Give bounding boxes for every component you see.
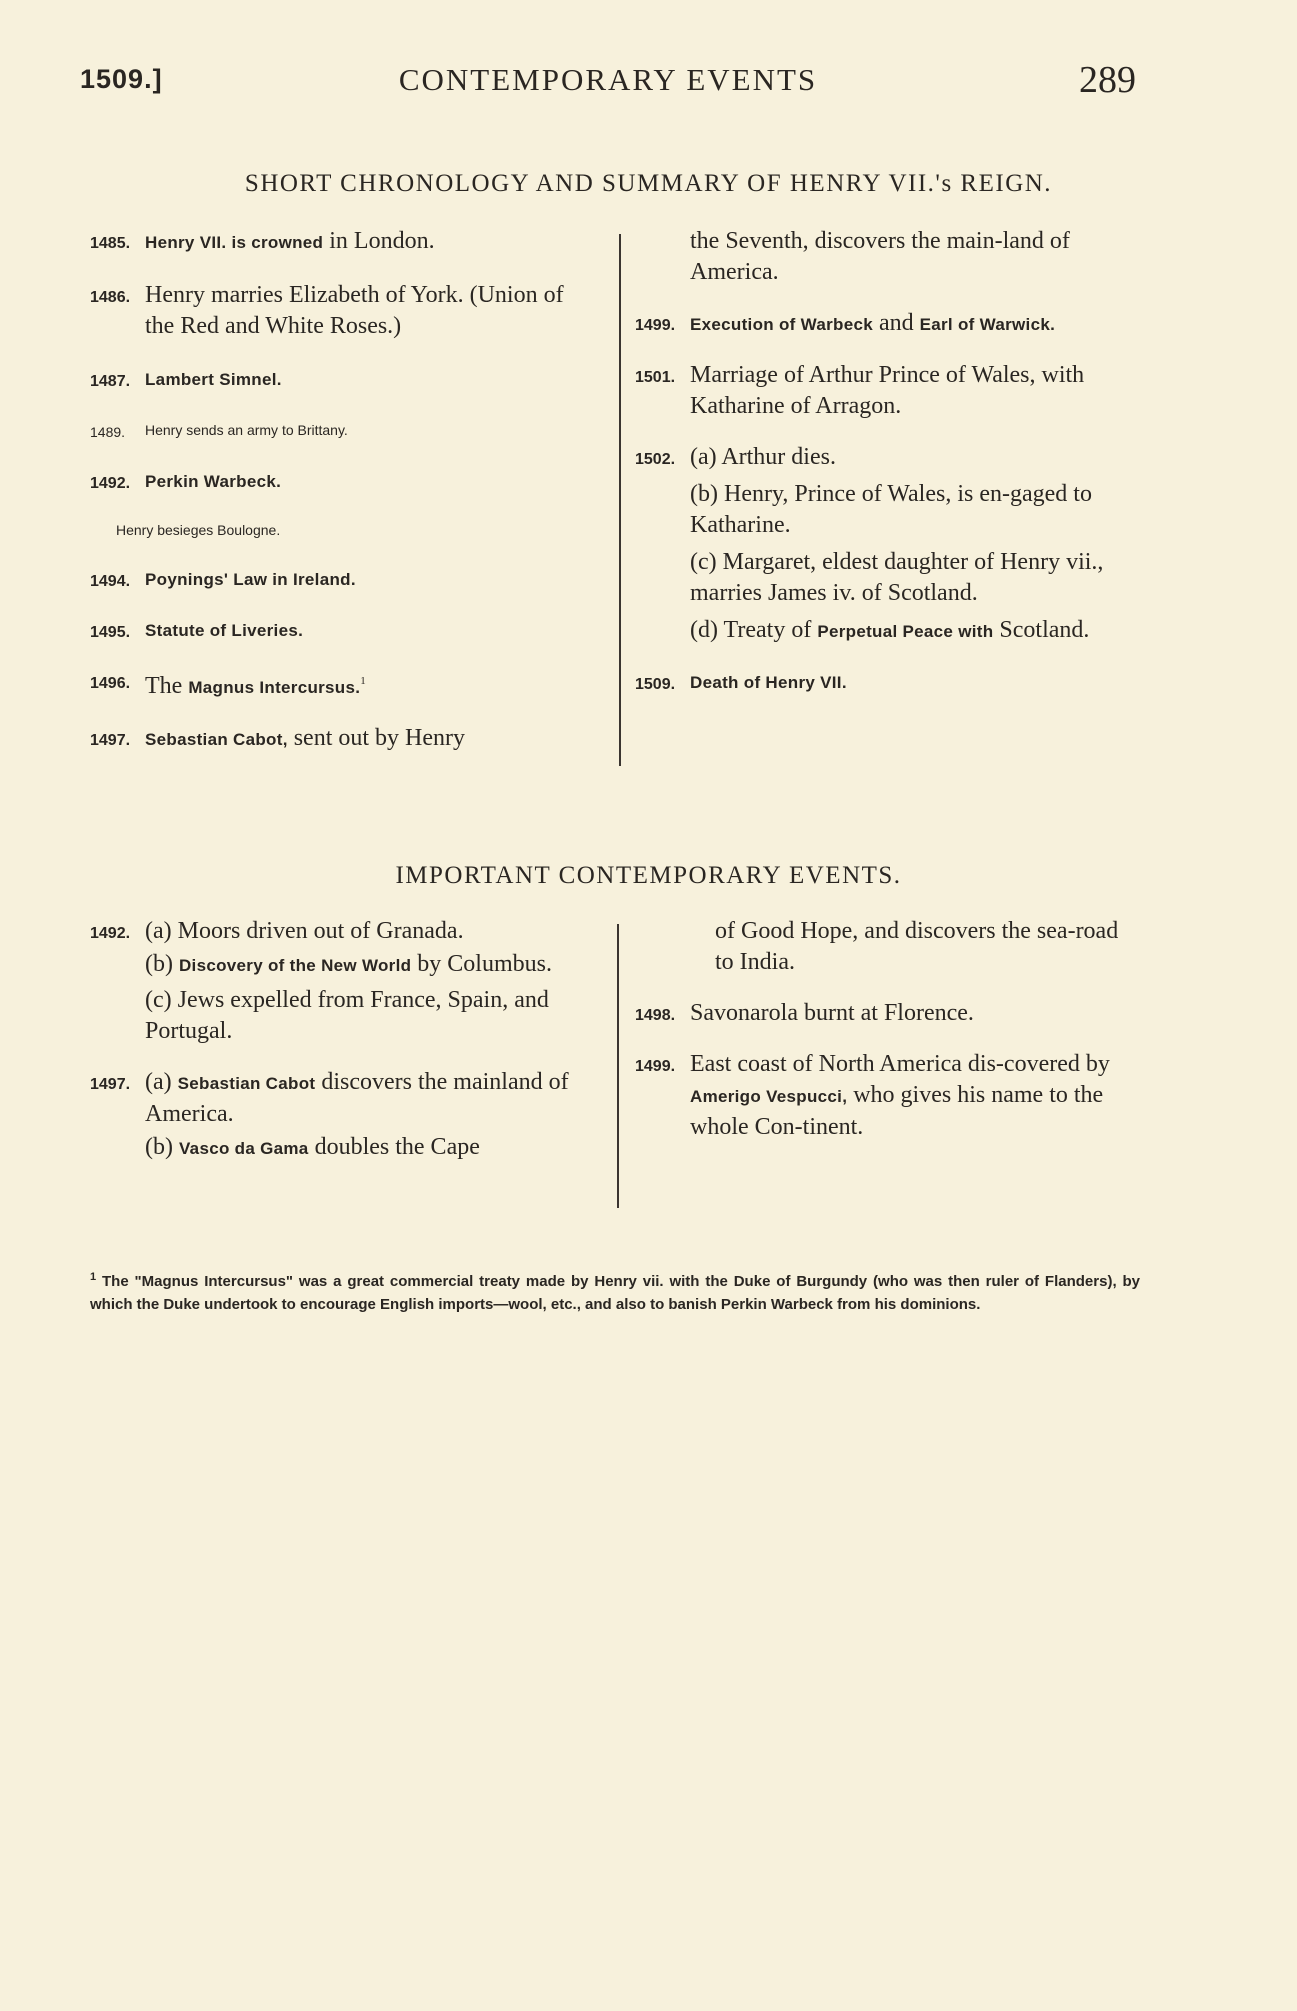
header-year: 1509.] bbox=[80, 64, 163, 94]
event-entry-1498: 1498. Savonarola burnt at Florence. bbox=[635, 1000, 974, 1026]
chronology-entry-1487: 1487. Lambert Simnel. bbox=[90, 370, 282, 390]
footnote-mark: 1 bbox=[90, 1271, 97, 1283]
chronology-entry-1497-continued: the Seventh, discovers the main-land of America. bbox=[690, 228, 1070, 285]
chronology-entry-1502: 1502. (a) Arthur dies. (b) Henry, Prince of Wales, is en-gaged to Katharine. (c) Margaret, eldest daughter of Henry vii., marries James iv. of Scotland. (d) Treaty of Perpetual Peace with Scotland. bbox=[635, 444, 1104, 643]
events-left-column bbox=[90, 916, 595, 1164]
chronology-entry-1497: 1497. Sebastian Cabot, sent out by Henry bbox=[90, 725, 466, 751]
chronology-left-column bbox=[90, 226, 595, 755]
chronology-entry-1501: 1501. Marriage of Arthur Prince of Wales, with Katharine of Arragon. bbox=[635, 362, 1085, 419]
event-entry-1492: 1492. (a) Moors driven out of Granada. (b) Discovery of the New World by Columbus. (c) Jews expelled from France, Spain, and Portugal. bbox=[90, 918, 552, 1044]
event-entry-1499: 1499. East coast of North America dis-covered by Amerigo Vespucci, who gives his name to the whole Con-tinent. bbox=[635, 1051, 1110, 1140]
events-block bbox=[90, 916, 1140, 1216]
column-divider bbox=[617, 924, 619, 1208]
event-entry-1497: 1497. (a) Sebastian Cabot discovers the mainland of America. (b) Vasco da Gama doubles the Cape bbox=[90, 1069, 569, 1160]
chronology-entry-1494: 1494. Poynings' Law in Ireland. bbox=[90, 570, 356, 590]
chronology-right-column bbox=[635, 226, 1140, 698]
page-number: 289 bbox=[1079, 59, 1136, 101]
chronology-entry-1489: 1489. Henry sends an army to Brittany. bbox=[90, 422, 348, 440]
chronology-entry-1509: 1509. Death of Henry VII. bbox=[635, 673, 847, 693]
events-right-column bbox=[635, 916, 1140, 1143]
chronology-entry-1492: 1492. Perkin Warbeck. bbox=[90, 472, 282, 492]
footnote bbox=[90, 1266, 1140, 1316]
chronology-entry-1485: 1485. Henry VII. is crowned in London. bbox=[90, 228, 435, 254]
chronology-entry-1496: 1496. The Magnus Intercursus.$^1$ bbox=[90, 673, 366, 699]
chronology-entry-1495: 1495. Statute of Liveries. bbox=[90, 621, 304, 641]
events-title: IMPORTANT CONTEMPORARY EVENTS. bbox=[395, 862, 902, 889]
header-title: CONTEMPORARY EVENTS bbox=[398, 62, 818, 97]
running-header bbox=[80, 58, 1136, 108]
chronology-entry-1499: 1499. Execution of Warbeck and Earl of Warwick. bbox=[635, 310, 1056, 336]
chronology-entry-1486: 1486. Henry marries Elizabeth of York. (Union of the Red and White Roses.) bbox=[90, 282, 564, 339]
chronology-block bbox=[90, 226, 1140, 774]
footnote-text: The "Magnus Intercursus" was a great commercial treaty made by Henry vii. with the Duke of Burgundy (who was then ruler of Flanders), by which the Duke undertook to encourage English imports—wool, etc., and also to banish Perkin Warbeck from his dominions. bbox=[90, 1273, 1140, 1313]
chronology-title: SHORT CHRONOLOGY AND SUMMARY OF HENRY VII.'s REIGN. bbox=[244, 170, 1053, 197]
event-entry-1497-continued: of Good Hope, and discovers the sea-road to India. bbox=[715, 918, 1119, 975]
footnote-ref: 1 bbox=[360, 675, 366, 687]
chronology-entry-boulogne: Henry besieges Boulogne. bbox=[116, 522, 281, 538]
column-divider bbox=[619, 234, 621, 766]
